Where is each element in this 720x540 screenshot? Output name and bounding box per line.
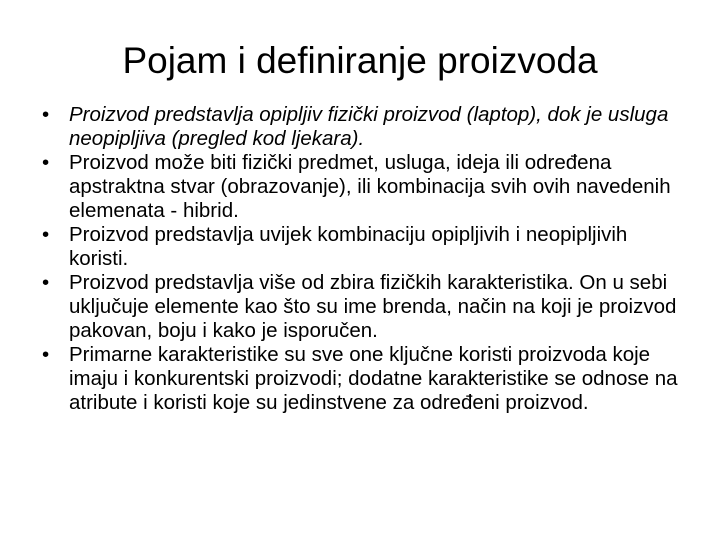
bullet-marker: • xyxy=(42,103,50,126)
bullet-item xyxy=(42,223,682,271)
bullet-item xyxy=(42,103,682,151)
slide-title: Pojam i definiranje proizvoda xyxy=(122,40,598,81)
bullet-list xyxy=(42,103,682,415)
bullet-text: Primarne karakteristike su sve one ključne koristi proizvoda koje imaju i konkurentski proizvodi; dodatne karakteristike se odnose na atribute i koristi koje su jedinstvene za određeni proizvod. xyxy=(69,343,678,414)
bullet-text: Proizvod može biti fizički predmet, usluga, ideja ili određena apstraktna stvar (obrazovanje), ili kombinacija svih ovih navedenih elemenata - hibrid. xyxy=(69,151,671,222)
bullet-item xyxy=(42,271,682,343)
bullet-marker: • xyxy=(42,151,50,174)
bullet-text: Proizvod predstavlja uvijek kombinaciju opipljivih i neopipljivih koristi. xyxy=(69,223,628,270)
bullet-marker: • xyxy=(42,223,50,246)
bullet-marker: • xyxy=(42,343,50,366)
bullet-text: Proizvod predstavlja opipljiv fizički proizvod (laptop), dok je usluga neopipljiva (pregled kod ljekara). xyxy=(69,103,669,150)
bullet-item xyxy=(42,151,682,223)
bullet-text: Proizvod predstavlja više od zbira fizičkih karakteristika. On u sebi uključuje elemente kao što su ime brenda, način na koji je proizvod pakovan, boju i kako je isporučen. xyxy=(69,271,677,342)
bullet-item xyxy=(42,343,682,415)
bullet-marker: • xyxy=(42,271,50,294)
